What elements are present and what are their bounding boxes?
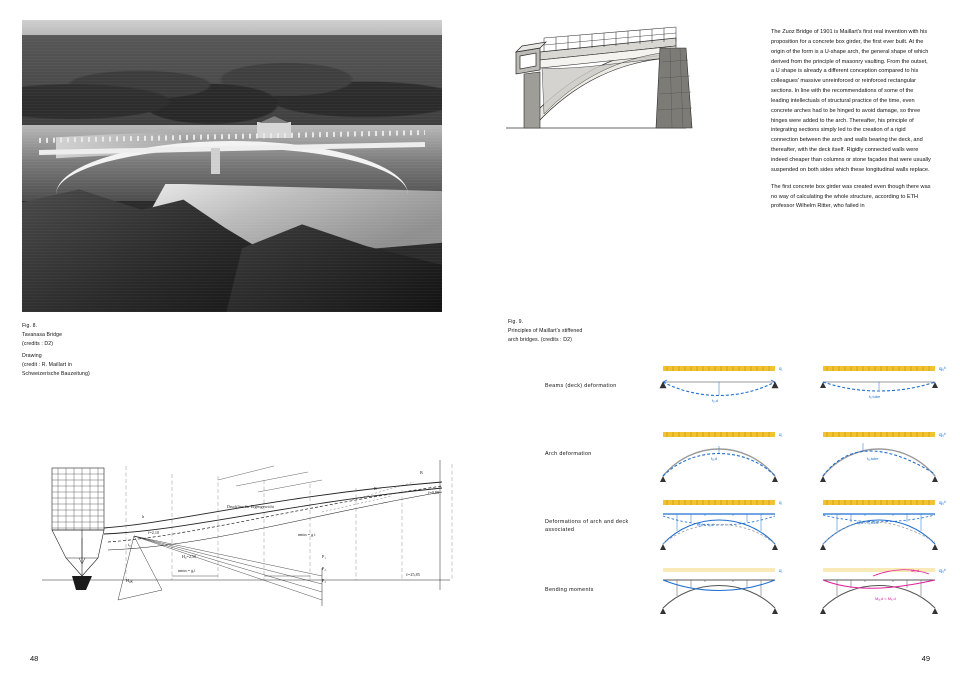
diagram-cell-left [653,430,791,488]
diagram-row-label: Bending moments [545,587,594,593]
page-number-left: 48 [30,654,39,663]
diagram-grid [545,362,946,630]
deformation-symbol: fₐ,d < fₒ,d [697,522,714,527]
figure-9-line-2: arch bridges. (credits : D2) [508,336,572,343]
drawing-annot-4: Druckline für Eigengewicht [227,504,274,509]
diagram-row-moments [545,566,946,626]
diagram-cell-left [653,362,791,420]
drawing-annot-9: nmin = g t [298,532,316,537]
drawing-annot-13: H₀=2,50 [182,554,197,559]
drawing-annot-5: R [374,486,377,491]
drawing-annot-8: ℓ=25,85 [406,572,420,577]
load-bar [663,366,775,371]
drawing-annot-6: B [420,470,423,475]
figure-9-line-1: Principles of Maillart's stiffened [508,327,583,334]
diagram-row-label: Deformations of arch and deck associated [545,519,629,534]
figure-8-credit: (credits : D2) [22,340,54,347]
moment-symbol-1: Mₓ,d [911,568,919,573]
drawing-annot-1: h [142,514,145,519]
drawing-credit-line-1: (credit : R. Maillart in [22,361,72,368]
load-label: qⱼᵤᵇ [939,500,946,505]
diagram-cell-right [813,498,951,556]
figure-8-caption [22,322,172,349]
body-text-column [771,28,931,219]
drawing-annot-10: P₁ [322,554,326,559]
deformation-symbol: fₐ,d [711,456,717,461]
drawing-annot-15: H₀g [126,578,133,583]
diagram-row-combined [545,498,946,558]
photo-content [22,20,442,312]
deformation-symbol: fₐ,d < fₓ,tube [857,520,879,525]
load-label: qⱼᵤᵇ [939,568,946,573]
diagram-cell-right [813,566,951,624]
drawing-annot-14: nmin = g,t [178,568,196,573]
load-label: q [779,366,782,371]
diagram-row-arch [545,430,946,490]
page-number-right: 49 [921,654,930,663]
drawing-label: Drawing [22,353,42,359]
diagram-row-beams [545,362,946,422]
drawing-annot-11: P₂ [322,566,326,571]
paragraph-2: The first concrete box girder was created even though there was no way of calculating the whole structure, according to ETH professor Wilhelm Ritter, who failed in [771,183,931,210]
load-bar [823,366,935,371]
figure-8-number: Fig. 8. [22,323,38,329]
paragraph-1: The Zuoz Bridge of 1901 is Maillart's first real invention with his proposition for a concrete box girder, the first ever built. At the origin of the form is a U-shape arch, the general shape of which derived from the principle of masonry vaulting. From the outset, a U shape is already a different conception compared to his colleagues' massive unreinforced or reinforced rectangular sections. In line with the recommendations of some of the leading intellectuals of structural practice of the time, even concrete arches had to be hinged to avoid damage, so three hinges were added to the arch. Thereafter, his principle of integrating sections simply led to the creation of a rigid connection between the arch and walls bearing the deck, and thereafter, with the deck itself. Rigidly connected walls were indeed cheaper than columns or stone façades that were usually suspended on both sides which these longitudinal walls replace. [771,29,931,173]
maillart-structural-drawing [22,430,452,625]
load-label: qⱼᵤᵇ [939,432,946,437]
drawing-caption [22,352,182,379]
deformation-symbol: fₒ,d [712,398,718,403]
diagram-row-label: Beams (deck) deformation [545,383,617,389]
diagram-cell-left [653,498,791,556]
drawing-annot-12: P₃ [322,578,326,583]
figure-8-title: Tavanasa Bridge [22,331,63,338]
deformation-symbol: fₓ,tube [869,394,881,399]
diagram-row-label: Arch deformation [545,451,592,457]
tavanasa-bridge-photo [22,20,442,312]
diagram-cell-right [813,362,951,420]
load-label: q [779,568,782,573]
diagram-cell-left [653,566,791,624]
maillart-bridge-figure [500,22,730,142]
drawing-annot-3: t₀ [128,542,131,547]
load-label: qⱼᵤᵇ [939,366,946,371]
photo-grain-overlay [22,20,442,312]
drawing-annot-7: f=0,88 [428,490,440,495]
diagram-cell-right [813,430,951,488]
drawing-annot-2: f=2,10 [148,530,160,535]
load-label: q [779,500,782,505]
drawing-credit-line-2: Schweizerische Bauzeitung) [22,370,90,377]
load-label: q [779,432,782,437]
moment-symbol-2: Mₐ,d < Mₓ,d [875,596,896,601]
figure-9-caption [508,318,658,345]
figure-9-number: Fig. 9. [508,319,524,325]
deformation-symbol: fₐ,tube [867,456,879,461]
